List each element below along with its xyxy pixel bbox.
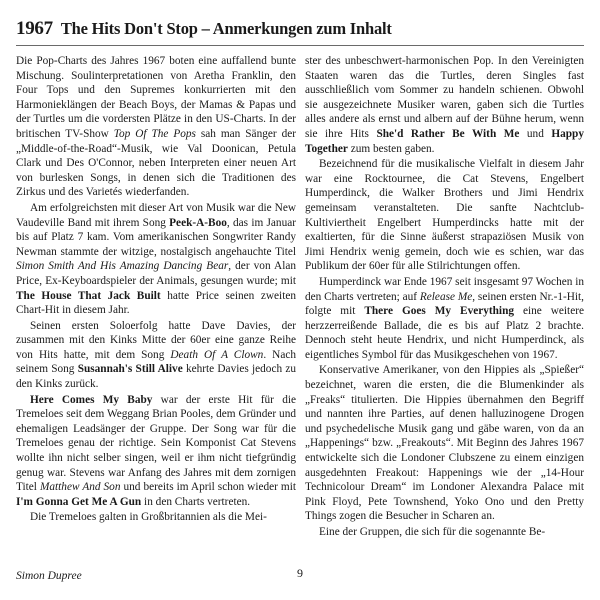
text-run: und: [519, 127, 552, 140]
left-paragraph: [16, 201, 296, 318]
text-run: , seinen ersten Nr.-1-Hit, folgte mit: [305, 290, 584, 318]
text-run: Am erfolgreichsten mit dieser Art von Musik war die New Vaudeville Band mit ihrem Song: [16, 201, 296, 229]
left-text-column: [16, 54, 296, 525]
page-title: The Hits Don't Stop – Anmerkungen zum Inhalt: [60, 19, 392, 38]
right-paragraph: [305, 525, 584, 540]
text-run: Humperdinck war Ende 1967 seit insgesamt 97 Wochen in den Charts vertreten; auf: [305, 275, 584, 303]
left-paragraph: [16, 54, 296, 200]
text-run: , der von Alan Price, Ex-Keyboardspieler der Animals, gesungen wurde; mit: [16, 260, 296, 287]
text-run: Konservative Amerikaner, von den Hippies als „Spießer“ bezeichnet, waren die ersten, die die Blumenkinder als „Freaks“ titulierten. Die Hippies übernahmen den Begriff und nannten ihre Parties, auf denen halluzinogene Drogen und psychedelische Musik gang und gäbe waren, von da an „Happenings“ bzw. „Freakouts“. Mit Beginn des Jahres 1967 entwickelte sich die Londoner Clubszene zu einem einzigen ausgedehnten Freakout: Happenings wie der „14-Hour Technicolour Dream“ im Londoner Alexandra Palace mit Pink Floyd, Pete Townshend, Yoko Ono und den Pretty Things zogen die Besucher in Scharen an.: [305, 364, 584, 523]
right-paragraph: [305, 157, 584, 274]
text-run: Seinen ersten Soloerfolg hatte Dave Davies, der zusammen mit den Kinks Mitte der 60er eine ganze Reihe von Hits hatte, mit dem Song: [16, 319, 296, 361]
text-run: Die Pop-Charts des Jahres 1967 boten eine auffallend bunte Mischung. Soulinterpretationen von Aretha Franklin, den Four Tops und den Supremes konkurrierten mit den Harmonieklängen der Beach Boys, der Mamas & Papas und der Turtles um die vordersten Plätze in den US-Charts. In der britischen TV-Show: [16, 55, 296, 140]
text-run: Eine der Gruppen, die sich für die sogenannte Be-: [319, 526, 546, 538]
page-header: [16, 18, 584, 40]
song-title: The House That Jack Built: [16, 289, 161, 302]
italic-title: Simon Smith And His Amazing Dancing Bear: [16, 260, 229, 273]
song-title: Happy Together: [305, 127, 584, 155]
left-paragraph: [16, 510, 296, 525]
song-title: Susannah's Still Alive: [77, 363, 183, 376]
song-title: Here Comes My Baby: [30, 393, 153, 406]
song-title: I'm Gonna Get Me A Gun: [16, 495, 142, 508]
text-run: ster des unbeschwert-harmonischen Pop. In den Vereinigten Staaten waren das die Turtles, deren Singles fast ausschließlich vom Sommer zu handeln schienen. Obwohl sie ausgezeichnete Musiker waren, gaben sich die Turtles alles andere als ernst und albern auf der Bühne herum, wenn sie ihre Hits: [305, 55, 584, 140]
italic-title: Top Of The Pops: [113, 127, 196, 140]
text-run: war der erste Hit für die Tremeloes seit dem Weggang Brian Pooles, dem Gründer und ehemaligen Leadsänger der Gruppe. Der Song war für die Tremeloes genau der richtige. Sein Komponist Cat Stevens wollte ihn nicht selber singen, weil er ihm nicht tiefgründig genug war. Stevens war Anfang des Jahres mit dem zornigen Titel: [16, 393, 296, 494]
song-title: She'd Rather Be With Me: [376, 127, 520, 140]
header-year: 1967: [16, 18, 53, 39]
text-run: hatte Price seinen zweiten Chart-Hit in diesem Jahr.: [16, 289, 296, 317]
italic-title: Death Of A Clown: [170, 348, 264, 361]
text-run: . Nach seinem Song: [16, 348, 296, 376]
right-paragraph: [305, 363, 584, 524]
left-paragraph: [16, 393, 296, 510]
text-run: kehrte Davies jedoch zu den Kinks zurück.: [16, 363, 296, 391]
text-run: zum besten gaben.: [347, 142, 435, 155]
right-paragraph: [305, 54, 584, 156]
text-run: Bezeichnend für die musikalische Vielfalt in diesem Jahr war eine Rocktournee, die Cat Stevens, Engelbert Humperdinck, die Walker Brothers und Jimi Hendrix gemeinsam veranstalteten. Die sanfte Nachtclub-Kultiviertheit Engelbert Humperdincks hatte mit der exaltierten, für die Sinne äußerst strapaziösen Musik von Jimi Hendrix wenig gemein, doch wie es schien, war das Publikum der 60er für alle Stilrichtungen offen.: [305, 158, 584, 273]
text-run: Die Tremeloes galten in Großbritannien als die Mei-: [30, 511, 267, 524]
page-number: 9: [297, 566, 303, 580]
right-paragraph: [305, 275, 584, 363]
photo-caption: Simon Dupree: [16, 570, 82, 582]
song-title: There Goes My Everything: [364, 305, 515, 318]
italic-title: Release Me: [419, 290, 473, 303]
italic-title: Matthew And Son: [39, 481, 121, 494]
text-run: , das im Januar bis auf Platz 7 kam. Vom amerikanischen Songwriter Randy Newman stammte der witzige, nostalgisch angehauchte Titel: [16, 216, 296, 258]
header-rule: [16, 45, 584, 46]
text-run: eine weitere herzzerreißende Ballade, die es bis auf Platz 2 brachte. Dennoch steht heute Hendrix, und nicht Humperdinck, als eigentliches Symbol für das Musikgeschehen von 1967.: [305, 305, 584, 361]
right-text-column: [305, 54, 584, 540]
text-run: und bereits im April schon wieder mit: [120, 481, 296, 494]
song-title: Peek-A-Boo: [169, 216, 227, 229]
left-paragraph: [16, 319, 296, 392]
text-run: in den Charts vertreten.: [141, 495, 251, 508]
text-run: sah man Sänger der „Middle-of-the-Road“-Musik, wie Val Doonican, Petula Clark und Des O'Connor, neben Interpreten einer neuen Art von burlesken Songs, in denen sich die Traditionen des Zirkus und des Varietés wiederfanden.: [16, 127, 297, 199]
